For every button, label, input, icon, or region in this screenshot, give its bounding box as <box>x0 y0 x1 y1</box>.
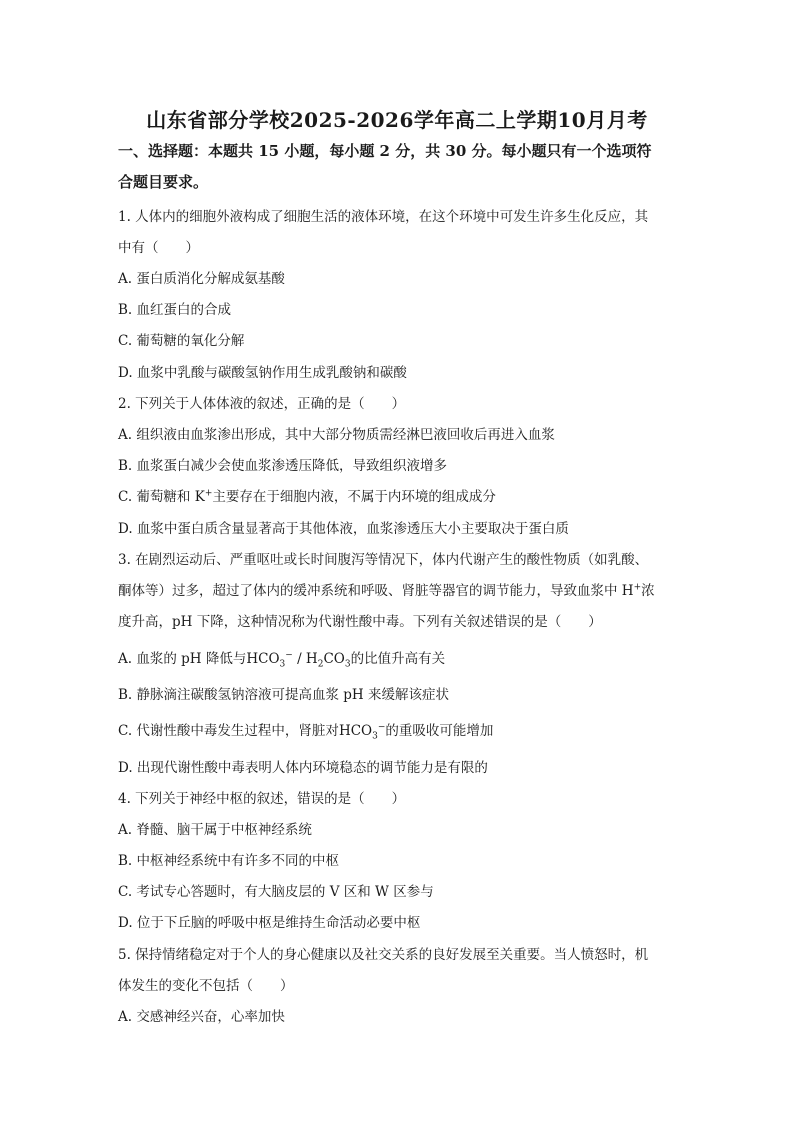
q5-stem-line-2: 体发生的变化不包括（ ） <box>118 978 294 994</box>
q2-option-d: D. 血浆中蛋白质含量显著高于其他体液，血浆渗透压大小主要取决于蛋白质 <box>118 521 569 537</box>
q4-option-d: D. 位于下丘脑的呼吸中枢是维持生命活动必要中枢 <box>118 915 421 931</box>
q2-option-c-post: 主要存在于细胞内液，不属于内环境的组成成分 <box>212 489 496 505</box>
q1-option-d: D. 血浆中乳酸与碳酸氢钠作用生成乳酸钠和碳酸 <box>118 365 407 381</box>
q5-stem-line-1: 5. 保持情绪稳定对于个人的身心健康以及社交关系的良好发展至关重要。当人愤怒时，机 <box>118 947 649 963</box>
q3-option-b: B. 静脉滴注碳酸氢钠溶液可提高血浆 pH 来缓解该症状 <box>118 687 449 703</box>
q2-option-c <box>118 488 496 506</box>
q2-stem: 2. 下列关于人体体液的叙述，正确的是（ ） <box>118 396 406 412</box>
q4-stem: 4. 下列关于神经中枢的叙述，错误的是（ ） <box>118 791 406 807</box>
q3-option-a-post: 的比值升高有关 <box>350 651 446 667</box>
q4-option-c: C. 考试专心答题时，有大脑皮层的 V 区和 W 区参与 <box>118 884 434 900</box>
q3-option-a <box>118 650 445 668</box>
q3-stem-line-2 <box>118 582 655 600</box>
q4-option-a: A. 脊髓、脑干属于中枢神经系统 <box>118 822 312 838</box>
q3-stem-line-2-post: 浓 <box>641 583 655 599</box>
q3-option-c-post: 的重吸收可能增加 <box>385 723 494 739</box>
q1-option-b: B. 血红蛋白的合成 <box>118 302 232 318</box>
q3-option-c <box>118 722 493 740</box>
q3-option-a-formula: $HCO_3^- / H_2CO_3$ <box>246 650 351 670</box>
q5-option-a: A. 交感神经兴奋，心率加快 <box>118 1009 285 1025</box>
q2-option-c-pre: C. 葡萄糖和 K <box>118 489 205 505</box>
q3-stem-line-2-superscript: + <box>633 582 642 593</box>
q1-option-a: A. 蛋白质消化分解成氨基酸 <box>118 271 285 287</box>
q3-stem-line-1: 3. 在剧烈运动后、严重呕吐或长时间腹泻等情况下，体内代谢产生的酸性物质（如乳酸、 <box>118 552 649 568</box>
q2-option-c-superscript: + <box>204 488 213 499</box>
q3-option-c-formula: $HCO_3^-$ <box>338 722 386 742</box>
q1-option-c: C. 葡萄糖的氧化分解 <box>118 333 245 349</box>
section-heading-line-2: 合题目要求。 <box>118 173 209 191</box>
section-heading <box>118 136 678 198</box>
q4-option-b: B. 中枢神经系统中有许多不同的中枢 <box>118 853 340 869</box>
q3-stem-line-3: 度升高，pH 下降，这种情况称为代谢性酸中毒。下列有关叙述错误的是（ ） <box>118 614 602 630</box>
q3-stem-line-2-pre: 酮体等）过多，超过了体内的缓冲系统和呼吸、肾脏等器官的调节能力，导致血浆中 H <box>118 583 634 599</box>
section-heading-line-1: 一、选择题：本题共 15 小题，每小题 2 分，共 30 分。每小题只有一个选项符 <box>118 142 652 160</box>
q3-option-d: D. 出现代谢性酸中毒表明人体内环境稳态的调节能力是有限的 <box>118 760 488 776</box>
q1-stem-line-1: 1. 人体内的细胞外液构成了细胞生活的液体环境，在这个环境中可发生许多生化反应，其 <box>118 209 649 225</box>
q1-stem-line-2: 中有（ ） <box>118 240 199 256</box>
q2-option-a: A. 组织液由血浆渗出形成，其中大部分物质需经淋巴液回收后再进入血浆 <box>118 427 555 443</box>
q3-option-c-pre: C. 代谢性酸中毒发生过程中，肾脏对 <box>118 723 339 739</box>
q3-option-a-pre: A. 血浆的 pH 降低与 <box>118 651 247 667</box>
page-title: 山东省部分学校2025-2026学年高二上学期10月月考 <box>146 108 648 132</box>
q2-option-b: B. 血浆蛋白减少会使血浆渗透压降低，导致组织液增多 <box>118 458 448 474</box>
